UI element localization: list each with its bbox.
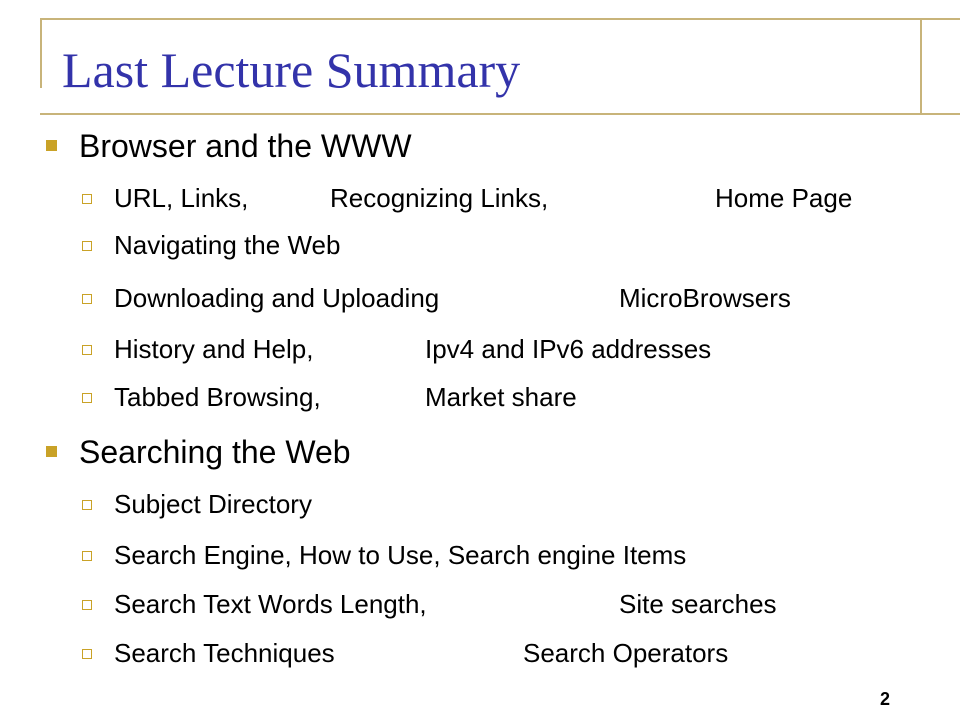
page-number: 2 — [880, 689, 891, 709]
square-bullet-icon — [46, 140, 57, 151]
item-text: Search Techniques — [114, 638, 335, 668]
item-text: Downloading and Uploading — [114, 283, 440, 313]
item-text: Ipv4 and IPv6 addresses — [425, 334, 712, 364]
square-bullet-icon — [46, 446, 57, 457]
hollow-square-bullet-icon — [82, 241, 92, 251]
item-text: Market share — [425, 382, 577, 412]
item-text: Search Text Words Length, — [114, 589, 427, 619]
item-text: Subject Directory — [114, 489, 312, 519]
item-text: Site searches — [619, 589, 777, 619]
hollow-square-bullet-icon — [82, 649, 92, 659]
item-text: Recognizing Links, — [330, 183, 549, 213]
hollow-square-bullet-icon — [82, 600, 92, 610]
item-text: History and Help, — [114, 334, 314, 364]
hollow-square-bullet-icon — [82, 500, 92, 510]
item-text: MicroBrowsers — [619, 283, 791, 313]
item-text: Search Operators — [523, 638, 729, 668]
section-heading-text: Searching the Web — [79, 434, 351, 470]
item-text: Search Engine, How to Use, Search engine Items — [114, 540, 687, 570]
item-text: Home Page — [715, 183, 853, 213]
hollow-square-bullet-icon — [82, 194, 92, 204]
section-heading-text: Browser and the WWW — [79, 128, 412, 164]
hollow-square-bullet-icon — [82, 294, 92, 304]
hollow-square-bullet-icon — [82, 393, 92, 403]
item-text: URL, Links, — [114, 183, 249, 213]
item-text: Tabbed Browsing, — [114, 382, 321, 412]
hollow-square-bullet-icon — [82, 551, 92, 561]
hollow-square-bullet-icon — [82, 345, 92, 355]
slide-title: Last Lecture Summary — [62, 42, 521, 98]
item-text: Navigating the Web — [114, 230, 341, 260]
